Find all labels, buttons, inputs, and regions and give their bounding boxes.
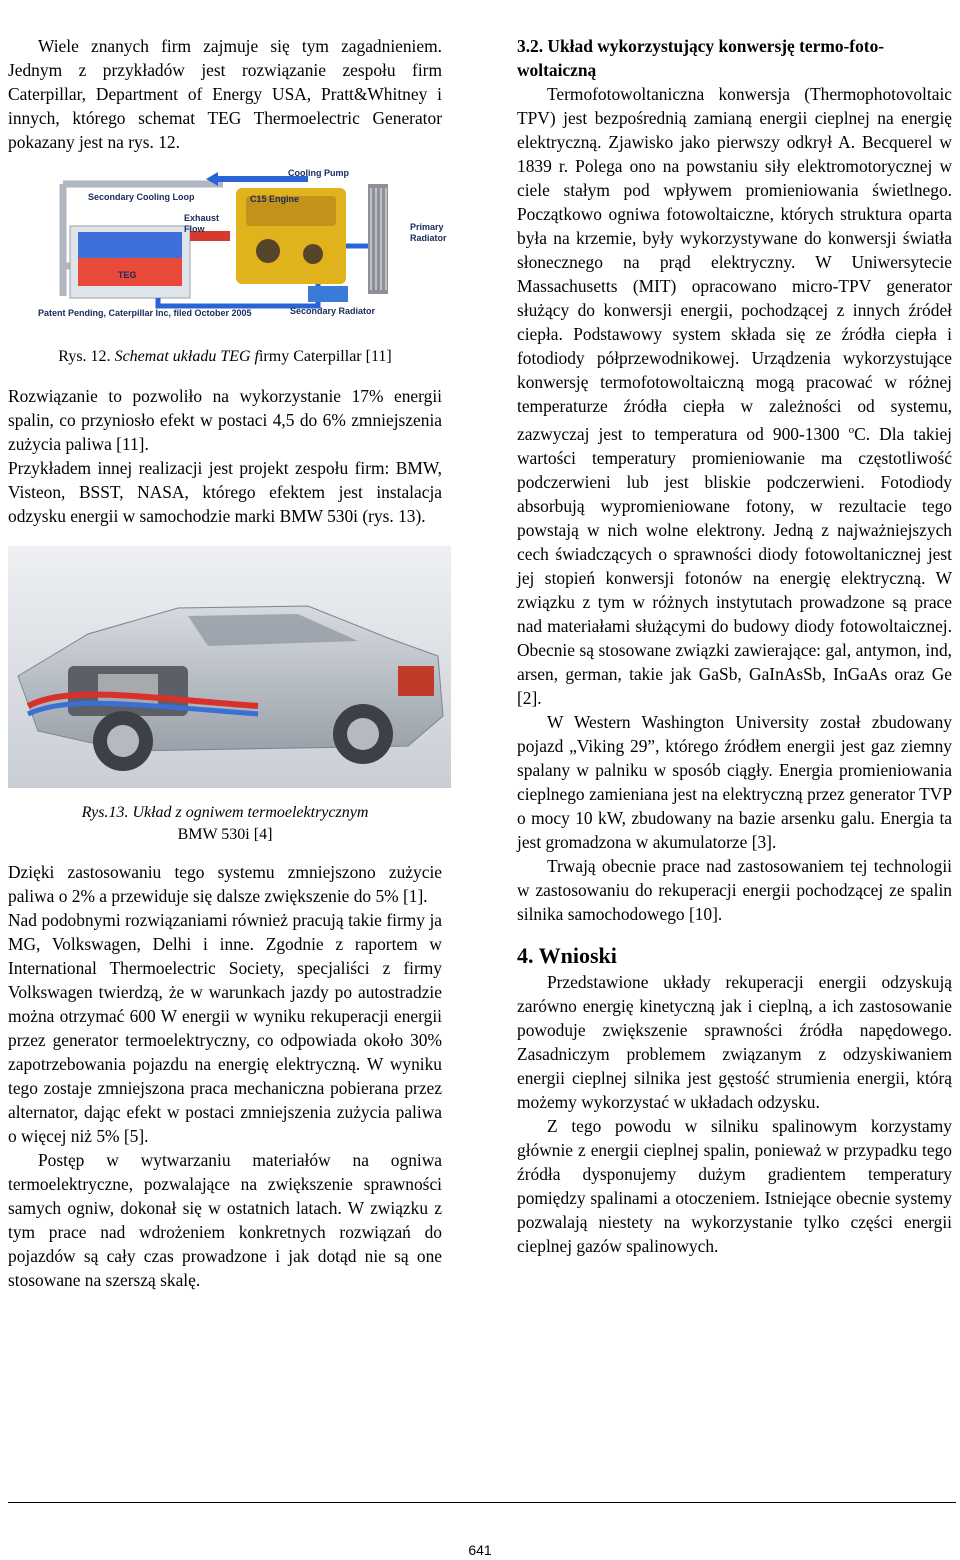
- left-column: [8, 34, 447, 1292]
- left-paragraph-4: Dzięki zastosowaniu tego systemu zmniejszono zużycie paliwa o 2% a przewiduje się dalsze zwiększenie do 5% [1].: [8, 862, 442, 906]
- left-paragraph-5: Nad podobnymi rozwiązaniami również pracują takie firmy ja MG, Volkswagen, Delhi i inne. Zgodnie z raportem w International Thermoelectric Society, specjaliści z firmy Volkswagen twierdzą, że w warunkach jazdy po autostradzie można otrzymać 600 W energii w wyniku rekuperacji energii przez generator termoelektryczny, co odpowiada około 30% zapotrzebowania pojazdu na energię elektryczną. W wyniku tego zostaje zmniejszona praca mechaniczna pobierana przez alternator, dając efekt w postaci zmniejszenia zużycia paliwa o więcej niż 5% [5].: [8, 910, 442, 1146]
- teg-schematic: [8, 166, 450, 318]
- left-paragraph-6: Postęp w wytwarzaniu materiałów na ogniwa termoelektryczne, pozwalające na zwiększenie sprawności samych ogniw, dokonał się w ostatnich latach. W związku z tym prace nad wdrożeniem konkretnych rozwiązań do pojazdów są cały czas prowadzone i jak dotąd nie są one stosowane na szerszą skalę.: [8, 1150, 442, 1290]
- label-cooling-pump: Cooling Pump: [288, 168, 349, 178]
- left-paragraph-1: Wiele znanych firm zajmuje się tym zagadnieniem. Jednym z przykładów jest rozwiązanie zespołu firm Caterpillar, Department of Energy USA, Pratt&Whitney i innych, którego schemat TEG Thermoelectric Generator pokazany jest na rys. 12.: [8, 36, 442, 152]
- label-flow: Flow: [184, 224, 205, 234]
- section-heading-3-2: 3.2. Układ wykorzystujący konwersję termo-foto-woltaiczną: [517, 36, 885, 80]
- right-paragraph-1: Termofotowoltaniczna konwersja (Thermophotovoltaic TPV) jest bezpośrednią zamianą energii cieplnej na energię elektryczną. Zjawisko jako pierwszy odkrył A. Becquerel w 1839 r. Polega ono na powstaniu siły elektromotorycznej w ciele stałym pod wpływem promieniowania świetlnego. Początkowo ogniwa fotowoltaiczne, których struktura oparta była na krzemie, były wykorzystywane do konwersji światła słonecznego na prąd elektryczny. W Uniwersytecie Massachusetts (MIT) opracowano micro-TPV generator służący do konwersji energii, pochodzącej z innych źródeł ciepła. Podstawowy system składa się ze źródła ciepła i fotodiody półprzewodnikowej. Urządzenia wykorzystujące konwersję termofotowoltaiczną mogą pracować w różnej temperaturze źródła ciepła w zależności od systemu, zazwyczaj jest to temperatura od 900-1300 $^o$C. Dla takiej wartości temperatury promieniowanie ma częstotliwość podczerwieni lub jest bliskie podczerwieni. Fotodiody absorbują wypromieniowane fotony, w rezultacie tego powstają w nich wolne elektrony. Jedną z najważniejszych cech świadczących o sprawności diody fotowoltanicznej jest jej stopień konwersji fotonów na energię elektryczną. W związku z tym w różnych instytutach prowadzone są prace nad materiałami służącymi do budowy diody fotowoltaicznej. Obecnie są stosowane związki zawierające: gal, antymon, ind, arsen, german, takie jak GaSb, GaInAsSb, InGaAs oraz Ge [2].: [517, 84, 953, 708]
- label-primary: Primary: [410, 222, 444, 232]
- right-paragraph-3: Trwają obecnie prace nad zastosowaniem tej technologii w zastosowaniu do rekuperacji energii pochodzącej ze spalin silnika samochodowego [10].: [517, 855, 952, 924]
- label-secondary-radiator: Secondary Radiator: [290, 306, 376, 316]
- page-number: 641: [468, 1542, 492, 1558]
- label-teg: TEG: [118, 270, 137, 280]
- right-column: [517, 34, 952, 1258]
- label-secondary-cooling-loop: Secondary Cooling Loop: [88, 192, 195, 202]
- label-radiator: Radiator: [410, 233, 447, 243]
- label-exhaust: Exhaust: [184, 213, 220, 223]
- right-paragraph-4: Przedstawione układy rekuperacji energii odzyskują zarówno energię kinetyczną jak i cieplną, a ich zastosowanie powoduje zwiększenie sprawności źródła napędowego. Zasadniczym problemem związanym z odzyskiwaniem energii cieplnej silnika jest gęstość strumienia energii, którą możemy wykorzystać w układach odzysku.: [517, 971, 952, 1112]
- section-heading-4: 4. Wnioski: [517, 942, 617, 968]
- figure-12-caption: Rys. 12. Schemat układu TEG firmy Caterpillar [11]: [58, 348, 392, 365]
- left-paragraph-2: Rozwiązanie to pozwoliło na wykorzystanie 17% energii spalin, co przyniosło efekt w postaci 4,5 do 6% zmniejszenia zużycia paliwa [11].: [8, 386, 442, 454]
- figure-12-teg-diagram: [8, 166, 450, 318]
- figure-13-car-image: [8, 546, 451, 788]
- label-patent: Patent Pending, Caterpillar Inc, filed October 2005: [38, 308, 252, 318]
- right-paragraph-2: W Western Washington University został zbudowany pojazd „Viking 29”, którego źródłem energii jest gaz ziemny spalany w palniku w sposób ciągły. Energia promieniowania cieplnego zamieniana jest na elektryczną przez generator TVP o mocy 10 kW, zbudowany na bazie arsenku galu. Energia ta jest gromadzona w akumulatorze [3].: [517, 711, 952, 852]
- footer-rule: [8, 1502, 956, 1503]
- figure-13-caption: Rys.13. Układ z ogniwem termoelektrycznym BMW 530i [4]: [81, 804, 369, 843]
- label-c15-engine: C15 Engine: [250, 194, 300, 204]
- right-paragraph-5: Z tego powodu w silniku spalinowym korzystamy głównie z energii cieplnej spalin, ponieważ w przypadku tego źródła dysponujemy dużym gradientem temperatury pomiędzy spalinami a otoczeniem. Istniejące obecnie systemy pozwalają niestety na wykorzystanie tylko części energii cieplnej gazów spalinowych.: [517, 1115, 952, 1256]
- bmw-car-illustration: [8, 546, 451, 788]
- left-paragraph-3: Przykładem innej realizacji jest projekt zespołu firm: BMW, Visteon, BSST, NASA, którego efektem jest instalacja odzysku energii w samochodzie marki BMW 530i (rys. 13).: [8, 458, 442, 526]
